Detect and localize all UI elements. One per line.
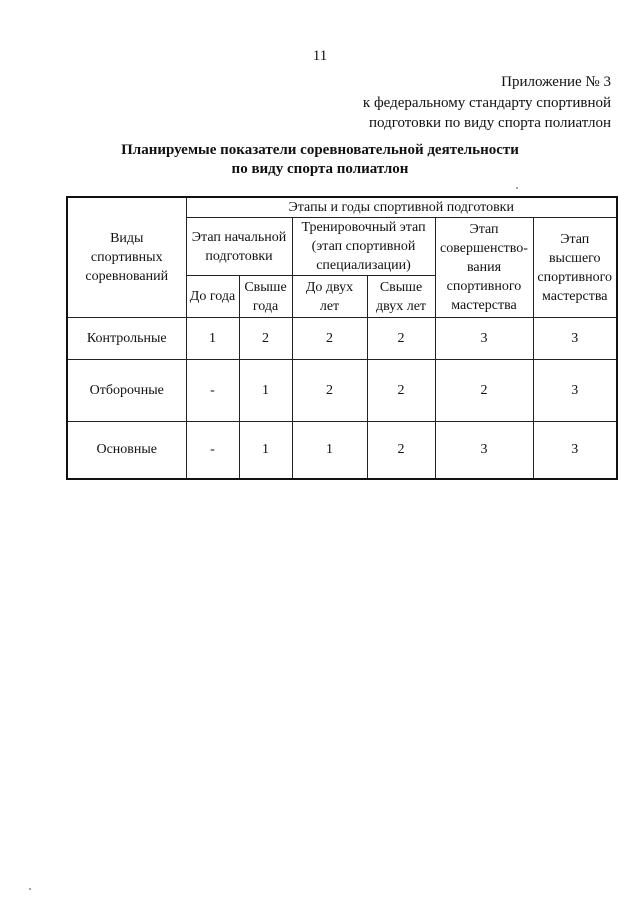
subheader-training-over-two: Свыше двух лет <box>367 276 435 318</box>
header-training-stage: Тренировочный этап (этап спортивной специализации) <box>292 218 435 276</box>
header-improvement-stage: Этап совершенство-вания спортивного мастерства <box>435 218 533 318</box>
table-cell: 3 <box>435 318 533 360</box>
table-cell: 1 <box>186 318 239 360</box>
document-title <box>0 141 640 179</box>
row-label: Отборочные <box>67 360 186 422</box>
title-line-1: Планируемые показатели соревновательной деятельности <box>121 142 519 158</box>
table-cell: 3 <box>533 360 617 422</box>
appendix-header <box>363 72 611 134</box>
table-cell: 2 <box>435 360 533 422</box>
scan-speck <box>29 888 31 890</box>
table-cell: 2 <box>292 360 367 422</box>
subheader-initial-up-to-year: До года <box>186 276 239 318</box>
competition-indicators-table <box>66 196 618 480</box>
table-cell: 2 <box>367 360 435 422</box>
table-cell: 3 <box>435 422 533 479</box>
table-cell: - <box>186 422 239 479</box>
appendix-line-2: к федеральному стандарту спортивной <box>362 94 611 111</box>
table-row <box>67 360 617 422</box>
table-cell: 2 <box>367 422 435 479</box>
appendix-line-3: подготовки по виду спорта полиатлон <box>368 115 611 131</box>
header-stages: Этапы и годы спортивной подготовки <box>186 197 617 218</box>
appendix-line-1: Приложение № 3 <box>501 74 611 90</box>
header-initial-stage: Этап начальной подготовки <box>186 218 292 276</box>
page-number: 11 <box>312 48 328 64</box>
title-line-2: по виду спорта полиатлон <box>231 161 409 177</box>
table-cell: - <box>186 360 239 422</box>
header-competition-types: Виды спортивных соревнований <box>67 197 186 318</box>
row-label: Контрольные <box>67 318 186 360</box>
table-cell: 2 <box>367 318 435 360</box>
table-cell: 3 <box>533 318 617 360</box>
table-cell: 1 <box>292 422 367 479</box>
table-row <box>67 318 617 360</box>
table-row <box>67 422 617 479</box>
subheader-training-up-to-two: До двух лет <box>292 276 367 318</box>
scan-speck <box>516 187 518 189</box>
table-cell: 1 <box>239 360 292 422</box>
table-cell: 2 <box>292 318 367 360</box>
row-label: Основные <box>67 422 186 479</box>
subheader-initial-over-year: Свыше года <box>239 276 292 318</box>
table-cell: 3 <box>533 422 617 479</box>
header-higher-stage: Этап высшего спортивного мастерства <box>533 218 617 318</box>
table-cell: 1 <box>239 422 292 479</box>
table-cell: 2 <box>239 318 292 360</box>
